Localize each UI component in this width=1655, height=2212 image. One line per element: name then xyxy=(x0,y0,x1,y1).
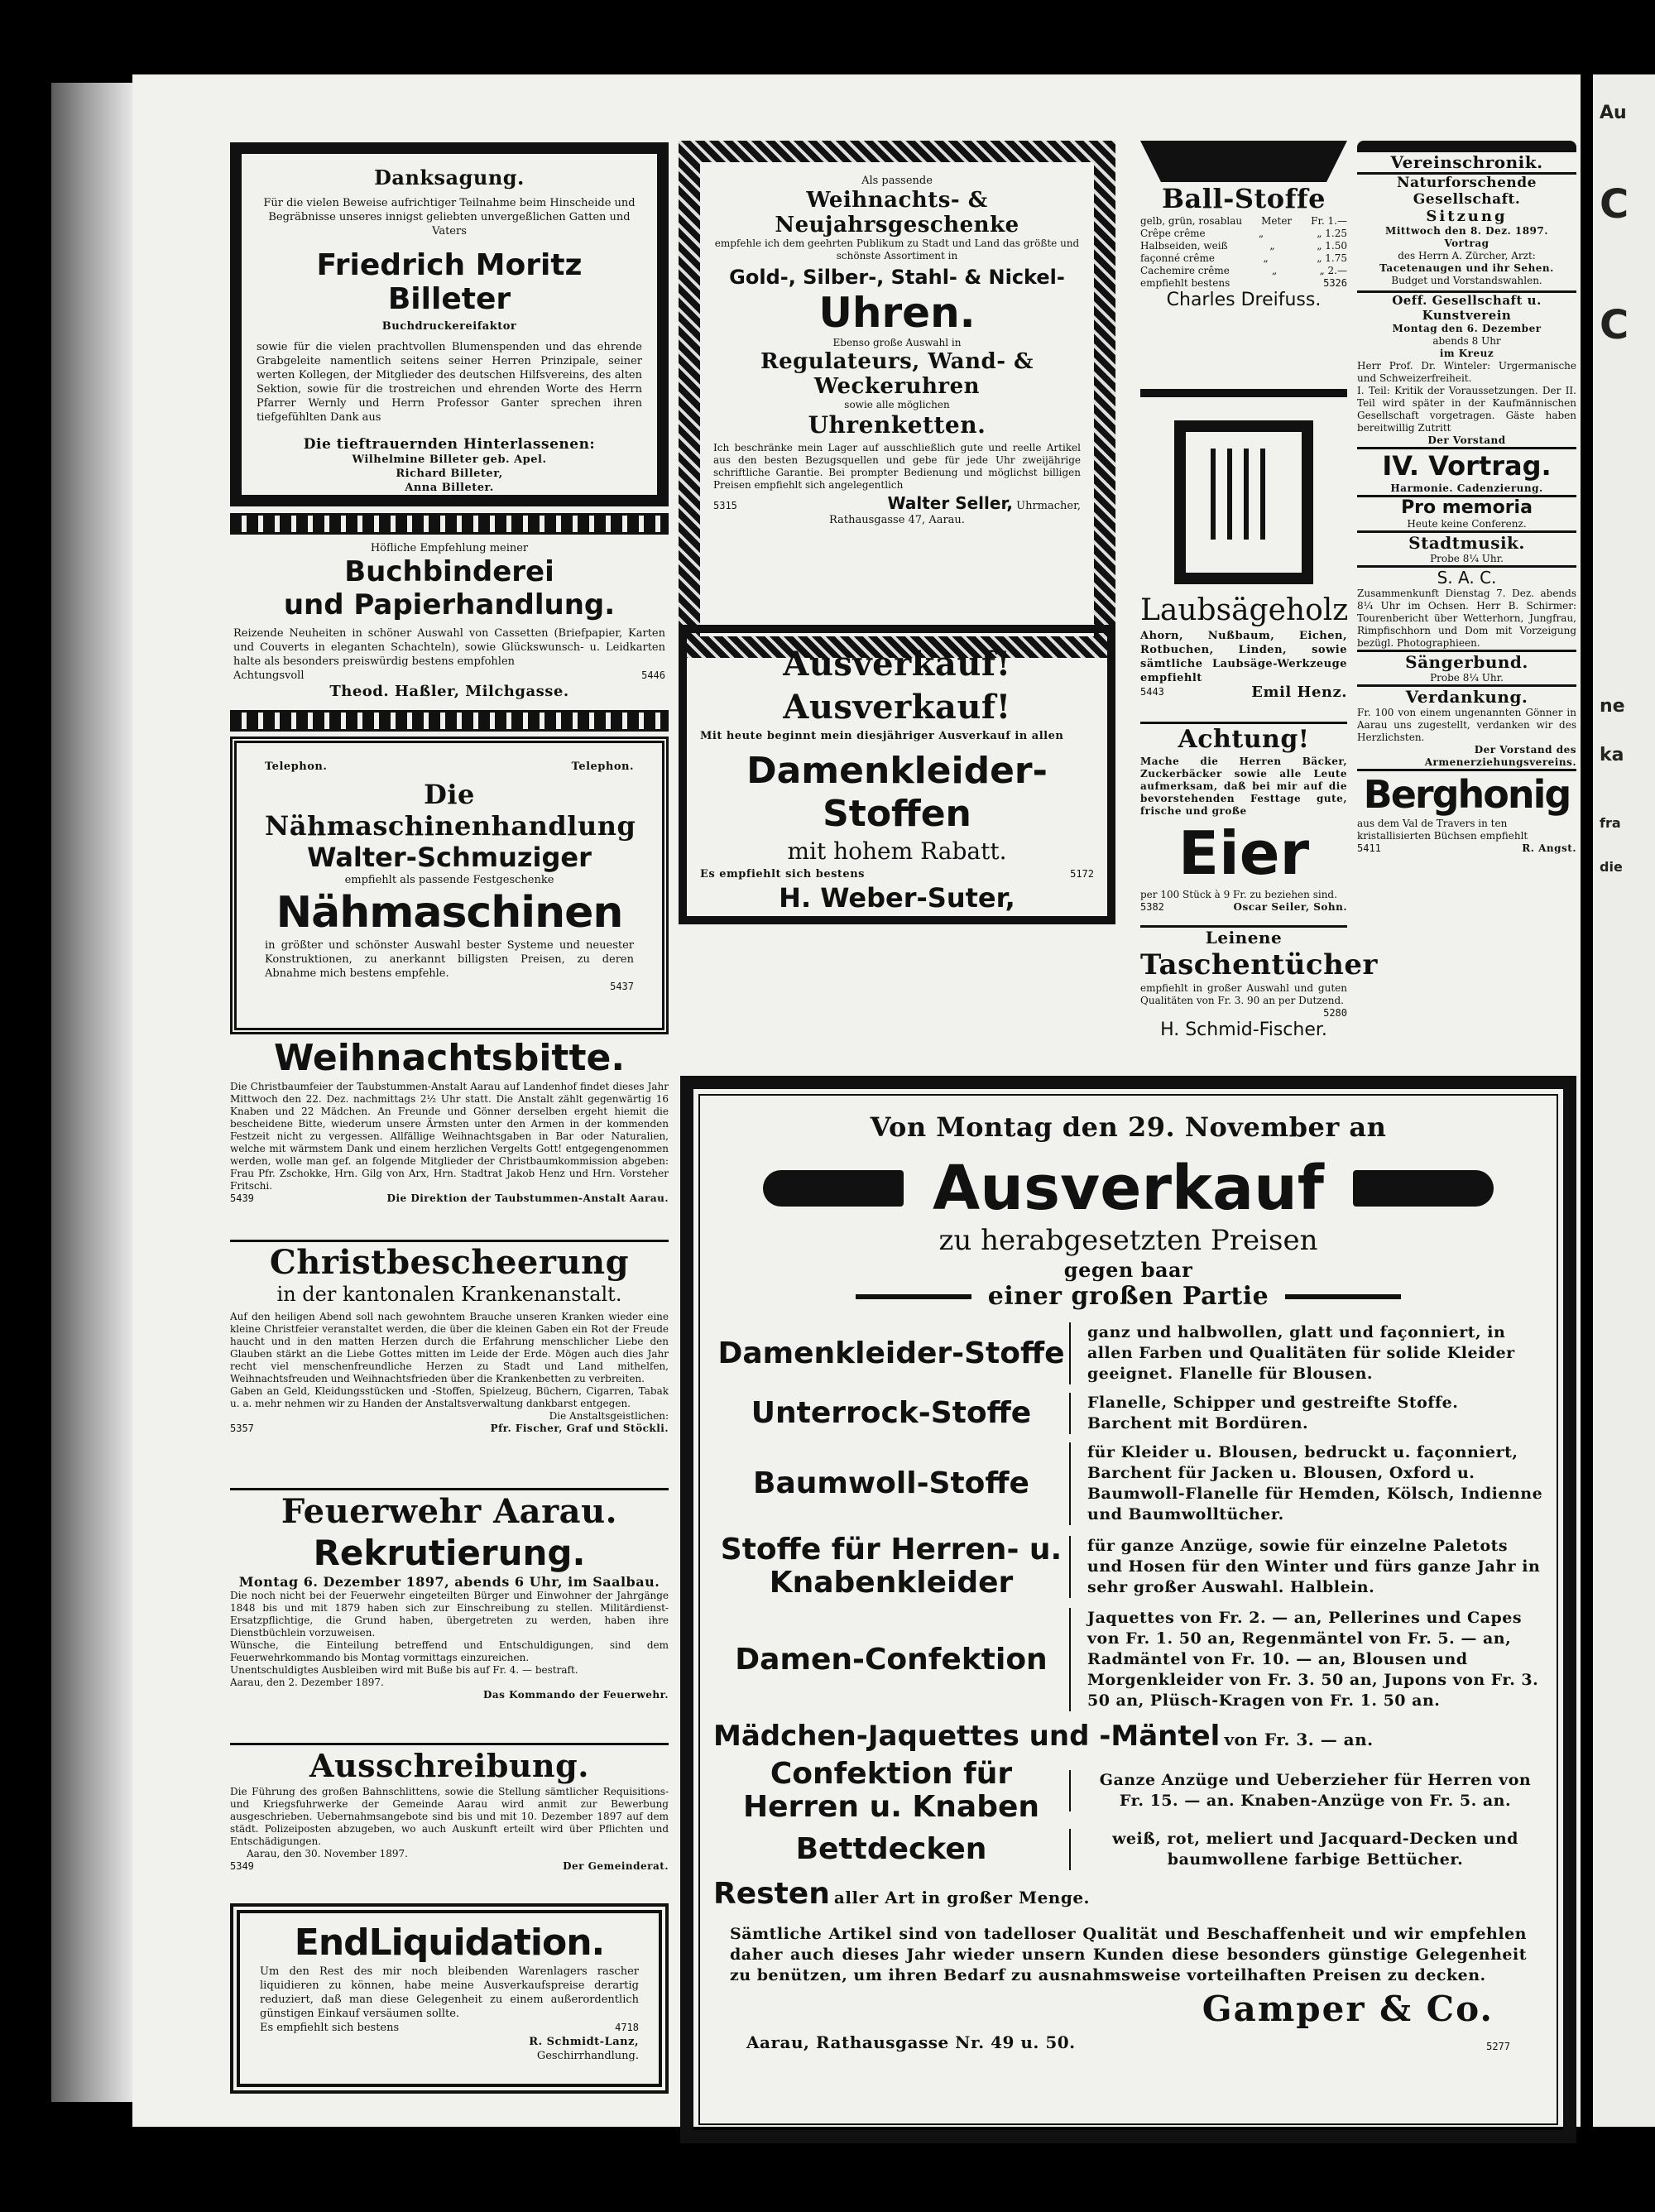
danksagung-title: Danksagung. xyxy=(374,166,525,190)
feuerwehr-date: Montag 6. Dezember 1897, abends 6 Uhr, im Saalbau. xyxy=(238,1574,660,1590)
ad-number: 5382 xyxy=(1140,901,1164,913)
next-page-letter: C xyxy=(1600,302,1629,348)
ballstoffe-title: Ball-Stoffe xyxy=(1162,183,1326,214)
buchbinderei-subtitle: und Papierhandlung. xyxy=(283,588,616,621)
gamper-item-row xyxy=(713,1608,1543,1711)
row-label: façonné crême xyxy=(1140,252,1215,264)
verdankung-body: Fr. 100 von einem ungenannten Gönner in Aarau uns zugestellt, verdanken wir des Herzlichsten. xyxy=(1357,707,1576,743)
weber-title: Ausverkauf! Ausverkauf! xyxy=(783,645,1011,727)
ornament-border xyxy=(230,710,669,732)
gamper-item-name: Damen-Confektion xyxy=(735,1642,1048,1677)
laubsaege-body: Ahorn, Nußbaum, Eichen, Rotbuchen, Linden, sowie sämtliche Laubsäge-Werkzeuge empfiehlt xyxy=(1140,630,1347,684)
gamper-sub1: zu herabgesetzten Preisen xyxy=(938,1224,1318,1257)
ad-number: 5446 xyxy=(641,669,665,681)
ng-vortrag: Vortrag xyxy=(1444,238,1490,249)
taschentuecher-line: Leinene xyxy=(1205,928,1283,948)
ad-number: 5172 xyxy=(1070,868,1094,880)
ornament-banner xyxy=(1140,141,1347,182)
danksagung-intro: Für die vielen Beweise aufrichtiger Teilnahme beim Hinscheide und Begräbnisse unseres innigst geliebten unvergeßlichen Gatten und Vaters xyxy=(263,197,636,238)
uhren-signer: Walter Seller, xyxy=(887,493,1013,513)
feuerwehr-body3: Unentschuldigtes Ausbleiben wird mit Buße bis auf Fr. 4. — bestraft. xyxy=(230,1664,578,1676)
pointing-hand-right-icon xyxy=(763,1170,904,1207)
feuerwehr-body: Die noch nicht bei der Feuerwehr eingeteilten Bürger und Einwohner der Jahrgänge 1848 bis und mit 1879 haben sich zur Einschreibung zu stellen. Militärdienst-Ersatzpflichtige, die Grund haben, übergetreten zu werden, haben ihre Dienstbüchlein vorzuweisen. xyxy=(230,1590,669,1639)
ad-number: 5411 xyxy=(1357,842,1381,854)
weber-product: Stoffen xyxy=(823,793,971,835)
kv-place: im Kreuz xyxy=(1439,348,1494,359)
buchbinderei-body: Reizende Neuheiten in schöner Auswahl von Cassetten (Briefpapier, Karten und Couverts in eleganten Schachteln), sowie Glückswunsch- u. Leidkarten halte als besonders preiswürdig bestens empfohlen xyxy=(233,627,665,668)
ornament-border xyxy=(230,513,669,535)
row-unit: „ xyxy=(1269,240,1275,252)
row-label: Cachemire crême xyxy=(1140,265,1230,276)
ballstoffe-row xyxy=(1140,252,1347,265)
gamper-item-name: Unterrock-Stoffe xyxy=(751,1396,1032,1430)
gamper-item-name: Confektion für Herren u. Knaben xyxy=(742,1757,1040,1824)
gamper-address: Aarau, Rathausgasse Nr. 49 u. 50. xyxy=(746,2032,1076,2052)
danksagung-body: sowie für die vielen prachtvollen Blumenspenden und das ehrende Grabgeleite namentlich seitens seiner Herren Prinzipale, seiner werten Kollegen, der Mitglieder des deutschen Hilfsvereins, des alten Sektion, sowie für die trostreichen und ehrenden Worte des Herrn Pfarrer Wernly und Herrn Professor Ganter sprechen ihren tiefgefühlten Dank aus xyxy=(257,341,642,424)
uhren-regulateurs: Regulateurs, Wand- & Weckeruhren xyxy=(760,349,1034,399)
next-page-letter: ka xyxy=(1600,745,1624,765)
gamper-firm: Gamper & Co. xyxy=(1202,1989,1494,2029)
iv-vortrag: IV. Vortrag. xyxy=(1382,450,1552,482)
ad-number: 5439 xyxy=(230,1192,254,1204)
uhren-ad xyxy=(679,141,1115,658)
ad-number: 5280 xyxy=(1323,1007,1347,1019)
uhren-address: Rathausgasse 47, Aarau. xyxy=(829,514,965,526)
ballstoffe-ad xyxy=(1140,141,1347,381)
weber-closing: Es empfiehlt sich bestens xyxy=(700,868,865,880)
taschentuecher-ad xyxy=(1140,925,1378,1074)
danksagung-signer: Richard Billeter, xyxy=(396,468,503,480)
ausschreibung-title: Ausschreibung. xyxy=(309,1747,589,1784)
eier-title: Achtung! xyxy=(1178,725,1310,754)
endliquidation-signer: R. Schmidt-Lanz, xyxy=(529,2036,639,2048)
uhren-line3: sowie alle möglichen xyxy=(844,399,950,410)
row-unit: „ xyxy=(1258,228,1264,239)
gamper-item-row xyxy=(713,1442,1543,1525)
memoria-title: Pro memoria xyxy=(1401,497,1533,518)
ausschreibung-signer: Der Gemeinderat. xyxy=(563,1860,669,1872)
naehmaschinen-line3: empfiehlt als passende Festgeschenke xyxy=(344,874,554,886)
gamper-item-desc: ganz und halbwollen, glatt und façonniert, in allen Farben und Qualitäten für solide Kleider geeignet. Flanelle für Blousen. xyxy=(1069,1322,1543,1384)
ng-date: Mittwoch den 8. Dez. 1897. xyxy=(1385,225,1548,237)
ballstoffe-signer: Charles Dreifuss. xyxy=(1166,290,1322,310)
row-price: „ 1.50 xyxy=(1317,240,1347,252)
row-label: Crêpe crême xyxy=(1140,228,1206,239)
weihnachtsbitte-body: Die Christbaumfeier der Taubstummen-Anstalt Aarau auf Landenhof findet dieses Jahr Mittwoch den 22. Dez. nachmittags 2½ Uhr statt. Die Anstalt zählt gegenwärtig 16 Knaben und 22 Mädchen. An Freunde und Gönner derselben ergeht hiemit die bescheidene Bitte, wiederum unsere Ärmsten unter den Armen in der kommenden Festzeit nicht zu vergessen. Allfällige Weihnachtsgaben in Bar oder Naturalien, welche mit wärmstem Dank und einem herzlichen Vergelts Gott! entgegengenommen werden, wolle man gef. an folgende Mitglieder der Christbaumkommission abgeben: Frau Pfr. Zschokke, Hrn. Gilg von Arx, Hrn. Stadtrat Jakob Henz und Hrn. Vorsteher Fritschi. xyxy=(230,1081,669,1192)
gamper-resten: Resten xyxy=(713,1877,830,1911)
weber-product: Damenkleider- xyxy=(746,750,1048,792)
ad-number: 5326 xyxy=(1323,277,1347,289)
berghonig-signer: R. Angst. xyxy=(1522,842,1576,854)
saengerbund-sub: Probe 8¼ Uhr. xyxy=(1430,672,1504,684)
sac-body: Zusammenkunft Dienstag 7. Dez. abends 8¼ Uhr im Ochsen. Herr B. Schirmer: Tourenbericht über Wetterhorn, Jungfrau, Rimpfischhorn und Dom mit Vorzeigung bezügl. Photographieen. xyxy=(1357,588,1576,649)
gamper-item-name: Baumwoll-Stoffe xyxy=(753,1466,1029,1500)
next-page-letter: die xyxy=(1600,859,1623,875)
uhren-line2: Ebenso große Auswahl in xyxy=(832,337,962,348)
christbescheerung-body2: Gaben an Geld, Kleidungsstücken und -Stoffen, Spielzeug, Büchern, Cigarren, Tabak u. a. mehr nehmen wir zu Handen der Anstaltsverwaltung dankbarst entgegen. xyxy=(230,1385,669,1409)
ng-title: Naturforschende Gesellschaft. xyxy=(1397,175,1537,208)
harmonie-line: Harmonie. Cadenzierung. xyxy=(1390,482,1543,494)
taschentuecher-signer: H. Schmid-Fischer. xyxy=(1160,1020,1327,1040)
gamper-maedchen: Mädchen-Jaquettes und -Mäntel xyxy=(713,1720,1221,1753)
danksagung-role: Buchdruckereifaktor xyxy=(381,320,517,333)
telephon-label: Telephon. xyxy=(571,761,634,773)
ad-number: 5437 xyxy=(610,981,634,992)
vereinschronik-header: Vereinschronik. xyxy=(1390,152,1543,172)
pointing-hand-left-icon xyxy=(1353,1170,1494,1207)
laubsaege-ad xyxy=(1140,389,1347,724)
christbescheerung-subtitle: in der kantonalen Krankenanstalt. xyxy=(276,1283,622,1306)
memoria-sub: Heute keine Conferenz. xyxy=(1407,518,1527,530)
verdankung-title: Verdankung. xyxy=(1405,687,1528,707)
ausverkauf-weber-ad xyxy=(679,625,1115,928)
naehmaschinen-line1: Die Nähmaschinenhandlung xyxy=(265,779,636,842)
row-unit: Meter xyxy=(1261,215,1293,227)
taschentuecher-title: Taschentücher xyxy=(1140,948,1378,981)
divider xyxy=(230,1240,669,1242)
eier-ad xyxy=(1140,722,1347,922)
next-page-letter: Au xyxy=(1600,103,1627,123)
row-price: „ 1.75 xyxy=(1317,252,1347,264)
weber-line: Mit heute beginnt mein diesjähriger Ausverkauf in allen xyxy=(700,730,1064,742)
book-page-edge xyxy=(51,83,134,2102)
gamper-item-desc: Ganze Anzüge und Ueberzieher für Herren von Fr. 15. — an. Knaben-Anzüge von Fr. 5. an. xyxy=(1069,1770,1543,1811)
christbescheerung-signers-title: Die Anstaltsgeistlichen: xyxy=(549,1410,669,1422)
gamper-resten-desc: aller Art in großer Menge. xyxy=(833,1888,1091,1907)
saw-frame-illustration xyxy=(1174,420,1313,584)
gamper-ausverkauf-ad xyxy=(680,1076,1576,2143)
gamper-sub2: gegen baar xyxy=(1063,1258,1193,1282)
gamper-maedchen-price: von Fr. 3. — an. xyxy=(1224,1730,1374,1749)
danksagung-ad xyxy=(230,142,669,506)
telephon-label: Telephon. xyxy=(265,761,328,773)
uhren-headline: Uhren. xyxy=(818,289,976,337)
gamper-item-row xyxy=(713,1533,1543,1600)
ausschreibung-body: Die Führung des großen Bahnschlittens, sowie die Stellung sämtlicher Requisitions- und Kriegsfuhrwerke der Gemeinde Aarau wird anmit zur Bewerbung ausgeschrieben. Uebernahmsangebote sind bis und mit 10. Dezember 1897 auf dem städt. Polizeiposten abzugeben, wo auch Auskunft erteilt wird über Pflichten und Entschädigungen. xyxy=(230,1786,669,1847)
ballstoffe-row xyxy=(1140,240,1347,252)
next-page-letter: C xyxy=(1600,181,1629,228)
uhren-intro: Als passende xyxy=(861,175,933,187)
kv-date: Montag den 6. Dezember xyxy=(1392,323,1542,334)
gamper-item-row xyxy=(713,1322,1543,1384)
row-label: Halbseiden, weiß xyxy=(1140,240,1228,252)
feuerwehr-signer: Das Kommando der Feuerwehr. xyxy=(482,1689,669,1701)
gamper-title: Ausverkauf xyxy=(933,1153,1324,1224)
saengerbund-title: Sängerbund. xyxy=(1405,652,1528,672)
gamper-item-name: Damenkleider-Stoffe xyxy=(717,1336,1065,1370)
ballstoffe-row xyxy=(1140,228,1347,240)
kv-time: abends 8 Uhr xyxy=(1432,335,1501,347)
sac-title: S. A. C. xyxy=(1437,568,1497,588)
next-page-letter: ne xyxy=(1600,696,1625,717)
stadtmusik-title: Stadtmusik. xyxy=(1408,533,1525,553)
laubsaege-signer: Emil Henz. xyxy=(1251,684,1347,701)
divider xyxy=(230,1488,669,1490)
ad-number: 5315 xyxy=(713,500,737,511)
endliquidation-title: EndLiquidation. xyxy=(294,1922,605,1964)
gamper-item-name: Bettdecken xyxy=(795,1832,987,1866)
feuerwehr-place: Aarau, den 2. Dezember 1897. xyxy=(230,1677,384,1688)
ng-speaker: des Herrn A. Zürcher, Arzt: xyxy=(1398,250,1536,262)
berghonig-body: aus dem Val de Travers in ten kristallisierten Büchsen empfiehlt xyxy=(1357,818,1528,842)
row-price: Fr. 1.— xyxy=(1311,215,1347,227)
gamper-item-row xyxy=(713,1758,1543,1824)
naehmaschinen-body: in größter und schönster Auswahl bester Systeme und neuester Konstruktionen, zu anerkannt billigsten Preisen, zu deren Abnahme mich bestens empfehle. xyxy=(265,939,634,980)
buchbinderei-signer: Theod. Haßler, Milchgasse. xyxy=(329,683,569,700)
weber-signer: H. Weber-Suter, xyxy=(779,882,1015,914)
feuerwehr-body2: Wünsche, die Einteilung betreffend und Entschuldigungen, sind dem Feuerwehrkommando bis Montag vormittags einzureichen. xyxy=(230,1639,669,1663)
buchbinderei-title: Buchbinderei xyxy=(344,555,554,588)
row-price: „ 1.25 xyxy=(1317,228,1347,239)
stadtmusik-sub: Probe 8¼ Uhr. xyxy=(1430,553,1504,564)
danksagung-signer: Wilhelmine Billeter geb. Apel. xyxy=(352,453,547,466)
ausschreibung-place: Aarau, den 30. November 1897. xyxy=(247,1848,408,1859)
uhren-title: Weihnachts- & Neujahrsgeschenke xyxy=(775,188,1019,238)
gamper-item-row xyxy=(713,1393,1543,1434)
buchbinderei-closing: Achtungsvoll xyxy=(233,669,305,682)
vereinschronik-column xyxy=(1357,141,1576,1072)
row-price: „ 2.— xyxy=(1319,265,1347,276)
endliquidation-body: Um den Rest des mir noch bleibenden Warenlagers rascher liquidieren zu können, habe meine Ausverkaufspreise derartig reduziert, daß man diese Gelegenheit zu einem außerordentlich günstigen Einkauf versäumen sollte. xyxy=(260,1965,639,2020)
kv-body: I. Teil: Kritik der Voraussetzungen. Der II. Teil wird später in der Kaufmännischen Gesellschaft vorgetragen. Gäste haben bereitwillig Zutritt xyxy=(1357,385,1576,434)
naehmaschinen-ad xyxy=(230,737,669,1034)
next-page-letter: fra xyxy=(1600,815,1621,831)
ad-number: 5349 xyxy=(230,1860,254,1872)
christbescheerung-ad xyxy=(230,1243,669,1483)
kv-title: Oeff. Gesellschaft u. Kunstverein xyxy=(1392,293,1542,323)
gamper-item-desc: für ganze Anzüge, sowie für einzelne Paletots und Hosen für den Winter und fürs ganze Jahr in sehr großer Auswahl. Halblein. xyxy=(1069,1536,1543,1598)
berghonig-title: Berghonig xyxy=(1363,772,1571,817)
ng-extra: Budget und Vorstandswahlen. xyxy=(1391,275,1542,286)
uhren-line: empfehle ich dem geehrten Publikum zu Stadt und Land das größte und schönste Assortiment in xyxy=(714,238,1080,262)
buchbinderei-ad xyxy=(230,513,669,761)
feuerwehr-header: Feuerwehr Aarau. xyxy=(281,1492,618,1531)
uhren-metals: Gold-, Silber-, Stahl- & Nickel- xyxy=(729,266,1065,289)
uhren-ketten: Uhrenketten. xyxy=(808,411,986,439)
next-page-strip xyxy=(1593,74,1655,2127)
christbescheerung-body: Auf den heiligen Abend soll nach gewohntem Brauche unseren Kranken wieder eine kleine Christfeier veranstaltet werden, die über die kleinen Gaben ein Rot der Freude haucht und in den matten Herzen durch die Erfahrung menschlicher Liebe den Glauben stärkt an die Liebe Gottes mitten im Leide der Erde. Mögen auch dies Jahr recht viel menschenfreundliche Herzen zu Stadt und Land mithelfen, Weihnachtsfreuden und Weihnachtsfrieden über die Krankenbetten zu verbreiten. xyxy=(230,1311,669,1384)
ausschreibung-ad xyxy=(230,1746,669,1912)
ad-number: 5357 xyxy=(230,1423,254,1434)
endliquidation-ad xyxy=(230,1903,669,2094)
weihnachtsbitte-title: Weihnachtsbitte. xyxy=(273,1037,626,1079)
uhren-signer-role: Uhrmacher, xyxy=(1016,500,1081,512)
kv-speaker: Herr Prof. Dr. Winteler: Urgermanische und Schweizerfreiheit. xyxy=(1357,360,1576,384)
ng-topic: Tacetenaugen und ihr Sehen. xyxy=(1379,262,1554,274)
ballstoffe-row xyxy=(1140,265,1347,277)
laubsaege-title: Laubsägeholz xyxy=(1140,593,1349,627)
header-rule xyxy=(1357,141,1576,152)
eier-price: per 100 Stück à 9 Fr. zu beziehen sind. xyxy=(1140,889,1337,900)
gamper-item-name: Stoffe für Herren- u. Knabenkleider xyxy=(720,1533,1063,1600)
ad-number: 5277 xyxy=(1486,2041,1510,2052)
ballstoffe-row xyxy=(1140,215,1347,228)
danksagung-name: Friedrich Moritz Billeter xyxy=(316,248,583,316)
newspaper-page xyxy=(132,74,1581,2127)
danksagung-signers-title: Die tieftrauernden Hinterlassenen: xyxy=(303,436,596,453)
gamper-item-desc: weiß, rot, meliert und Jacquard-Decken und baumwollene farbige Bettücher. xyxy=(1069,1829,1543,1870)
naehmaschinen-title: Nähmaschinen xyxy=(276,888,623,938)
endliquidation-closing: Es empfiehlt sich bestens xyxy=(260,2022,400,2034)
naehmaschinen-firm: Walter-Schmuziger xyxy=(307,842,592,873)
verdankung-signer: Der Vorstand des Armenerziehungsvereins. xyxy=(1424,744,1576,768)
row-unit: „ xyxy=(1263,252,1269,264)
gamper-date-line: Von Montag den 29. November an xyxy=(870,1111,1387,1143)
gamper-item-desc: Flanelle, Schipper und gestreifte Stoffe. Barchent mit Bordüren. xyxy=(1069,1393,1543,1434)
christbescheerung-title: Christbescheerung xyxy=(269,1243,630,1282)
gamper-sub3: einer großen Partie xyxy=(987,1282,1269,1311)
feuerwehr-ad xyxy=(230,1491,669,1739)
eier-body: Mache die Herren Bäcker, Zuckerbäcker sowie alle Leute aufmerksam, daß bei mir auf die bevorstehenden Festtage gute, frische und große xyxy=(1140,756,1347,817)
ng-sitzung: Sitzung xyxy=(1426,208,1508,225)
gamper-item-desc: Jaquettes von Fr. 2. — an, Pellerines und Capes von Fr. 1. 50 an, Regenmäntel von Fr. 5. — an, Radmäntel von Fr. 10. — an, Blousen und Morgenkleider von Fr. 3. 50 an, Jupons von Fr. 3. 50 an, Plüsch-Kragen von Fr. 1. 50 an. xyxy=(1069,1608,1543,1711)
ad-number: 4718 xyxy=(615,2022,639,2033)
eier-product: Eier xyxy=(1178,818,1310,888)
weber-address: neben dem Hotel Ochsen in Aarau. xyxy=(784,915,1010,928)
danksagung-signer: Anna Billeter. xyxy=(405,482,494,494)
weber-rabatt: mit hohem Rabatt. xyxy=(787,837,1007,865)
row-label: gelb, grün, rosablau xyxy=(1140,215,1243,227)
eier-signer: Oscar Seiler, Sohn. xyxy=(1233,901,1347,913)
uhren-body: Ich beschränke mein Lager auf ausschließlich gute und reelle Artikel aus den besten Bezugsquellen und gebe für jede Uhr zweijährige schriftliche Garantie. Bei prompter Bedienung und möglichst billigen Preisen empfiehlt sich angelegentlich xyxy=(713,442,1081,491)
taschentuecher-body: empfiehlt in großer Auswahl und guten Qualitäten von Fr. 3. 90 an per Dutzend. xyxy=(1140,982,1347,1006)
ballstoffe-closing: empfiehlt bestens xyxy=(1140,277,1230,289)
feuerwehr-title: Rekrutierung. xyxy=(313,1533,586,1573)
weihnachtsbitte-signer: Die Direktion der Taubstummen-Anstalt Aarau. xyxy=(386,1192,669,1204)
row-unit: „ xyxy=(1272,265,1278,276)
christbescheerung-signers: Pfr. Fischer, Graf und Stöckli. xyxy=(490,1423,669,1434)
gamper-closing: Sämtliche Artikel sind von tadelloser Qualität und Beschaffenheit und wir empfehlen daher auch dieses Jahr wieder unsern Kunden diese besonders günstige Gelegenheit zu benützen, um ihren Bedarf zu ausnahmsweise vorteilhaften Preisen zu decken. xyxy=(730,1925,1527,1984)
weihnachtsbitte-ad xyxy=(230,1036,669,1235)
endliquidation-signer-role: Geschirrhandlung. xyxy=(536,2050,639,2062)
buchbinderei-intro: Höfliche Empfehlung meiner xyxy=(370,542,529,554)
ad-number: 5443 xyxy=(1140,686,1164,698)
gamper-item-desc: für Kleider u. Blousen, bedruckt u. façonniert, Barchent für Jacken u. Blousen, Oxford u. Baumwoll-Flanelle für Hemden, Kölsch, Indienne und Baumwolltücher. xyxy=(1069,1442,1543,1525)
divider xyxy=(230,1743,669,1745)
kv-signer: Der Vorstand xyxy=(1427,434,1506,446)
gamper-item-row xyxy=(713,1829,1543,1870)
